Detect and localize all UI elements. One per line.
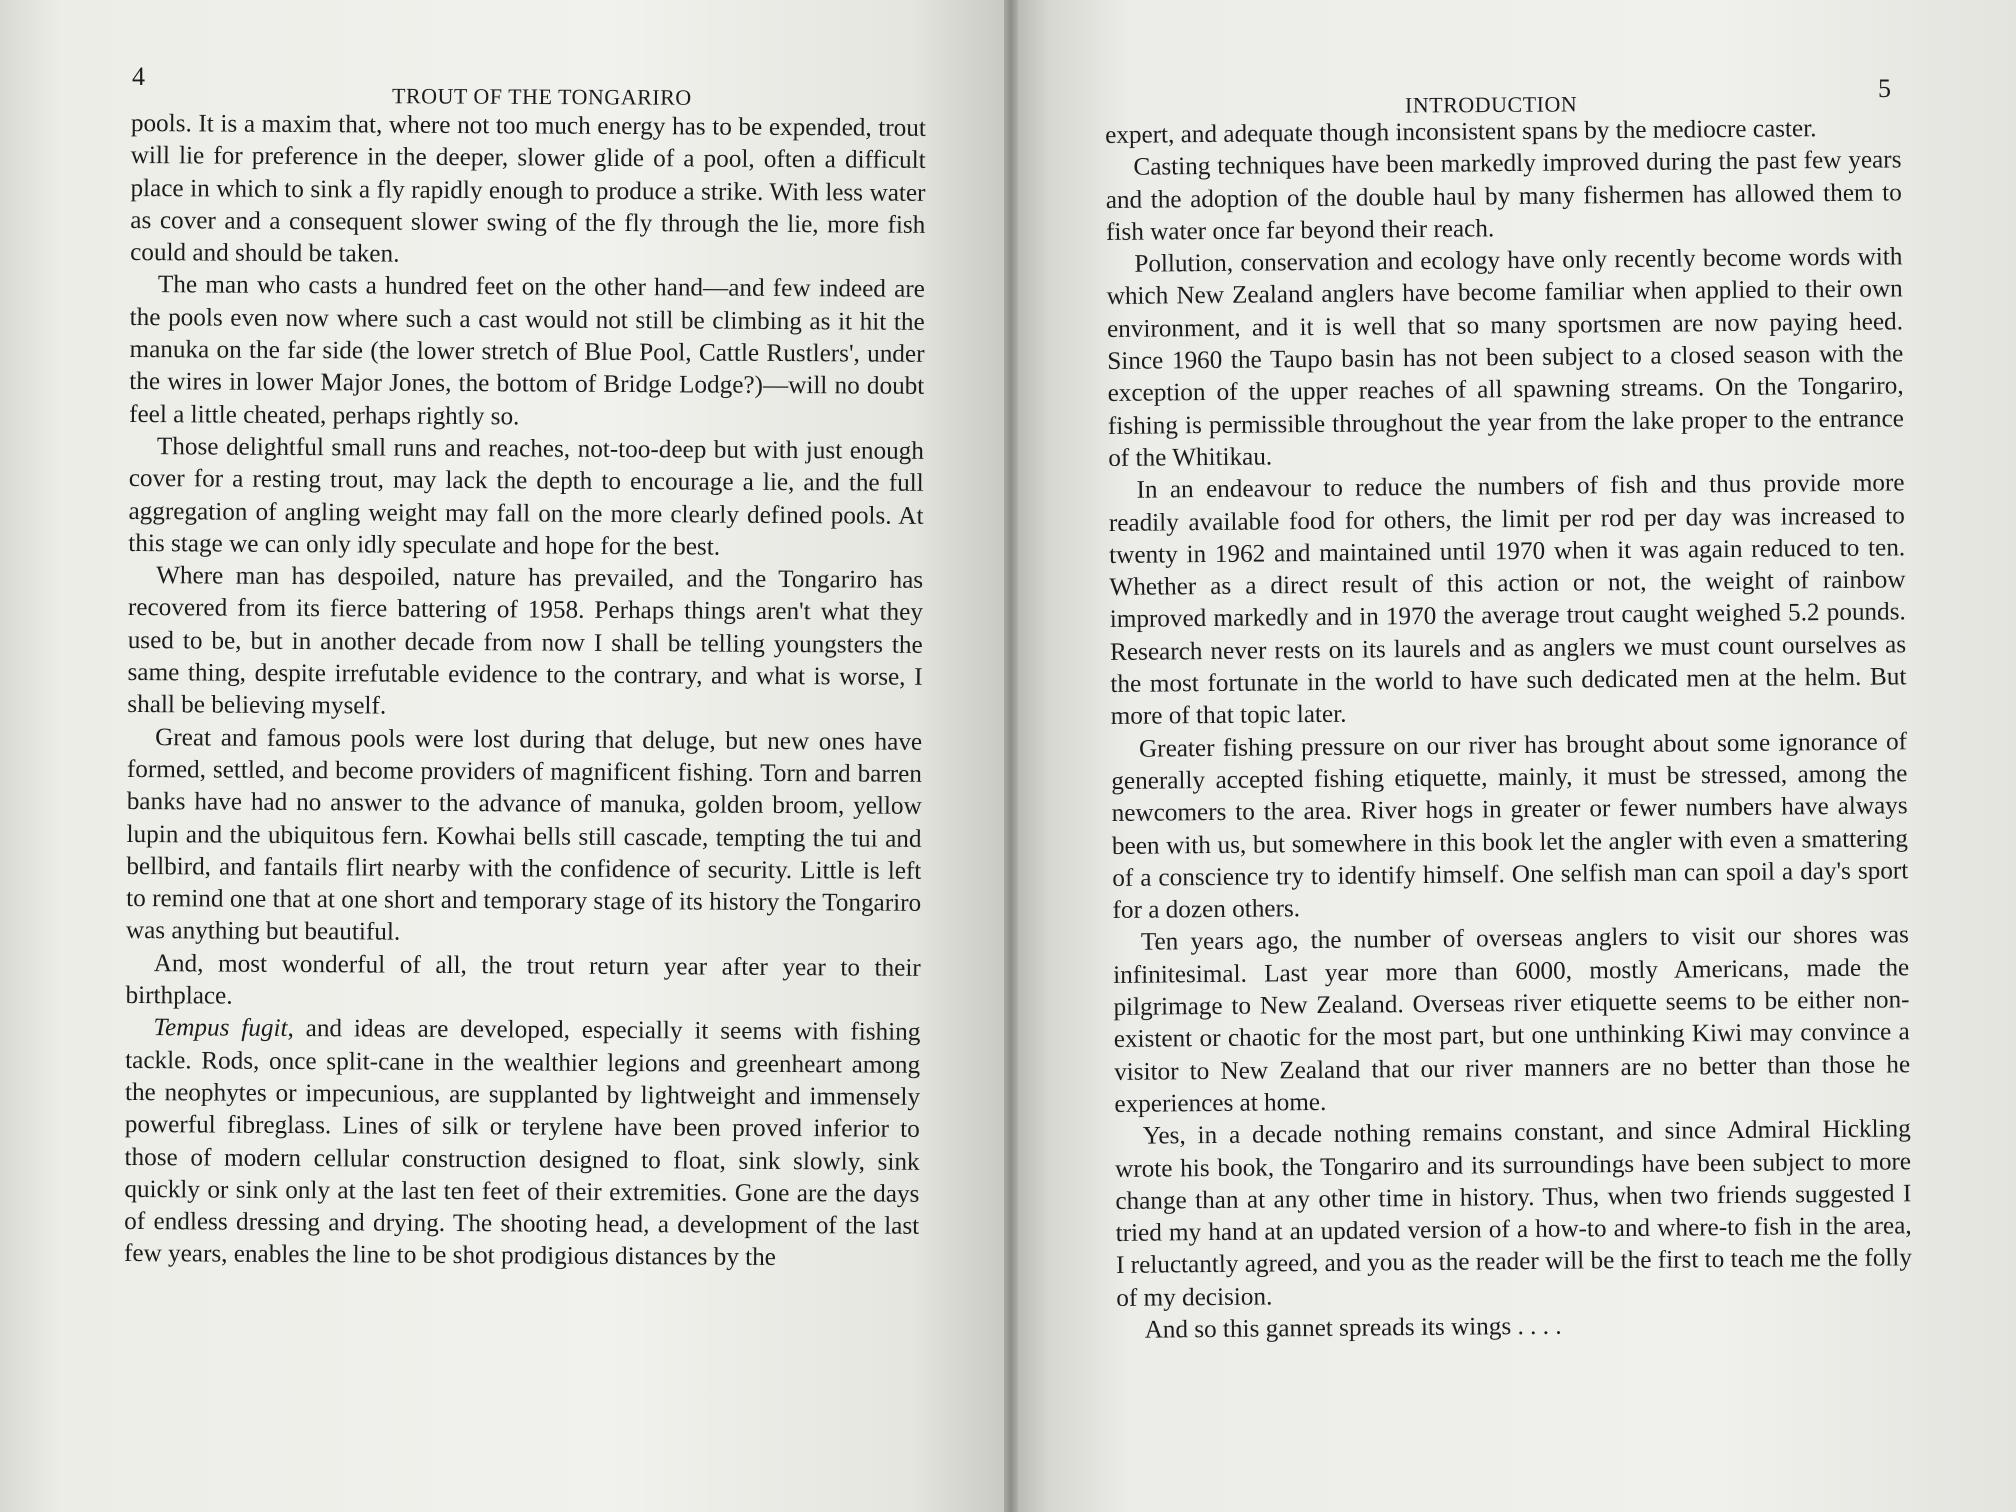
paragraph: Ten years ago, the number of overseas anglers to visit our shores was infinitesimal. Last year more than 6000, mostly Americans, made the pilgrimage to New Zealand. Overseas river etiquette seems to be either non-existent or chaotic for the most part, but one unthinking Kiwi may convince a visitor to New Zealand that our river manners are no better than those he experiences at home. [1113,921,1911,1118]
paragraph: expert, and adequate though inconsistent spans by the mediocre caster. [1105,115,1817,149]
paragraph: Greater fishing pressure on our river has brought about some ignorance of generally accepted fishing etiquette, mainly, it must be stressed, among the newcomers to the area. River hogs in greater or fewer numbers have always been with us, but somewhere in this book let the angler with even a smattering of a conscience try to identify himself. One selfish man can spoil a day's sport for a dozen others. [1111,727,1909,925]
paragraph: Casting techniques have been markedly improved during the past few years and the adoption of the double haul by many fishermen has allowed them to fish water once far beyond their reach. [1105,146,1902,246]
paragraph: Great and famous pools were lost during that deluge, but new ones have formed, settled, and become providers of magnificent fishing. Torn and barren banks have had no answer to the advance of manuka, golden broom, yellow lupin and the ubiquitous fern. Kowhai bells still cascade, tempting the tui and bellbird, and fantails flirt nearby with the confidence of security. Little is left to remind one that at one short and temporary stage of its history the Tongariro was anything but beautiful. [125,723,923,947]
paragraph: Where man has despoiled, nature has prevailed, and the Tongariro has recovered from its fierce battering of 1958. Perhaps things aren't what they used to be, but in another decade from now I shall be telling youngsters the same thing, despite irrefutable evidence to the contrary, and what is worse, I shall be believing myself. [127,562,924,720]
page-number: 5 [1878,74,1891,103]
page-number: 4 [132,62,145,91]
paragraph: Those delightful small runs and reaches, not-too-deep but with just enough cover for a resting trout, may lack the depth to encourage a lie, and the full aggregation of angling weight may fall on the more clearly defined pools. At this stage we can only idly speculate and hope for the best. [128,433,925,561]
latin-phrase: Tempus fugit [153,1014,288,1043]
paragraph: The man who casts a hundred feet on the other hand—and few indeed are the pools even now where such a cast would not still be climbing as it hit the manuka on the far side (the lower stretch of Blue Pool, Cattle Rustlers', under the wires in lower Major Jones, the bottom of Bridge Lodge?)—will no doubt feel a little cheated, perhaps rightly so. [129,271,925,431]
paragraph: And, most wonderful of all, the trout return year after year to their birthplace. [125,949,921,1010]
book-gutter [1004,0,1018,1512]
body-text [124,108,926,1276]
paragraph: pools. It is a maxim that, where not too much energy has to be expended, trout will lie for preference in the deeper, slower glide of a pool, often a difficult place in which to sink a fly rapidly enough to produce a strike. With less water as cover and a consequent slower swing of the fly through the lie, more fish could and should be taken. [130,109,926,268]
paragraph: Yes, in a decade nothing remains constant, and since Admiral Hickling wrote his book, the Tongariro and its surroundings have been subject to more change than at any other time in history. Thus, when two friends suggested I tried my hand at an updated version of a how-to and where-to fish in the area, I reluctantly agreed, and you as the reader will be the first to teach me the folly of my decision. [1114,1115,1913,1312]
right-page [1010,0,2016,1512]
running-head: TROUT OF THE TONGARIRO [391,83,692,110]
paragraph [124,1012,921,1275]
paragraph-text: , and ideas are developed, especially it seems with fishing tackle. Rods, once split-cane in the wealthier legions and greenheart among the neophytes or impecunious, are supplanted by lightweight and immensely powerful fibreglass. Lines of silk or terylene have been proved inferior to those of modern cellular construction designed to float, sink slowly, sink quickly or sink only at the last ten feet of their extremities. Gone are the days of endless dressing and drying. The shooting head, a development of the last few years, enables the line to be shot prodigious distances by the [123,1015,921,1272]
paragraph: In an endeavour to reduce the numbers of fish and thus provide more readily available food for others, the limit per rod per day was increased to twenty in 1962 and maintained until 1970 when it was again reduced to ten. Whether as a direct result of this action or not, the weight of rainbow improved markedly and in 1970 the average trout caught weighed 5.2 pounds. Research never rests on its laurels and as anglers we must count ourselves as the most fortunate in the world to have such dedicated men at the helm. But more of that topic later. [1108,469,1907,731]
body-text [1105,112,1913,1347]
paragraph: And so this gannet spreads its wings . . . . [1144,1312,1562,1344]
paragraph: Pollution, conservation and ecology have only recently become words with which New Zealand anglers have become familiar when applied to their own environment, and it is well that so many sportsmen are now paying heed. Since 1960 the Taupo basin has not been subject to a closed season with the exception of the upper reaches of all spawning streams. On the Tongariro, fishing is permissible throughout the year from the lake proper to the entrance of the Whitikau. [1106,243,1905,472]
running-head: INTRODUCTION [1404,91,1578,118]
